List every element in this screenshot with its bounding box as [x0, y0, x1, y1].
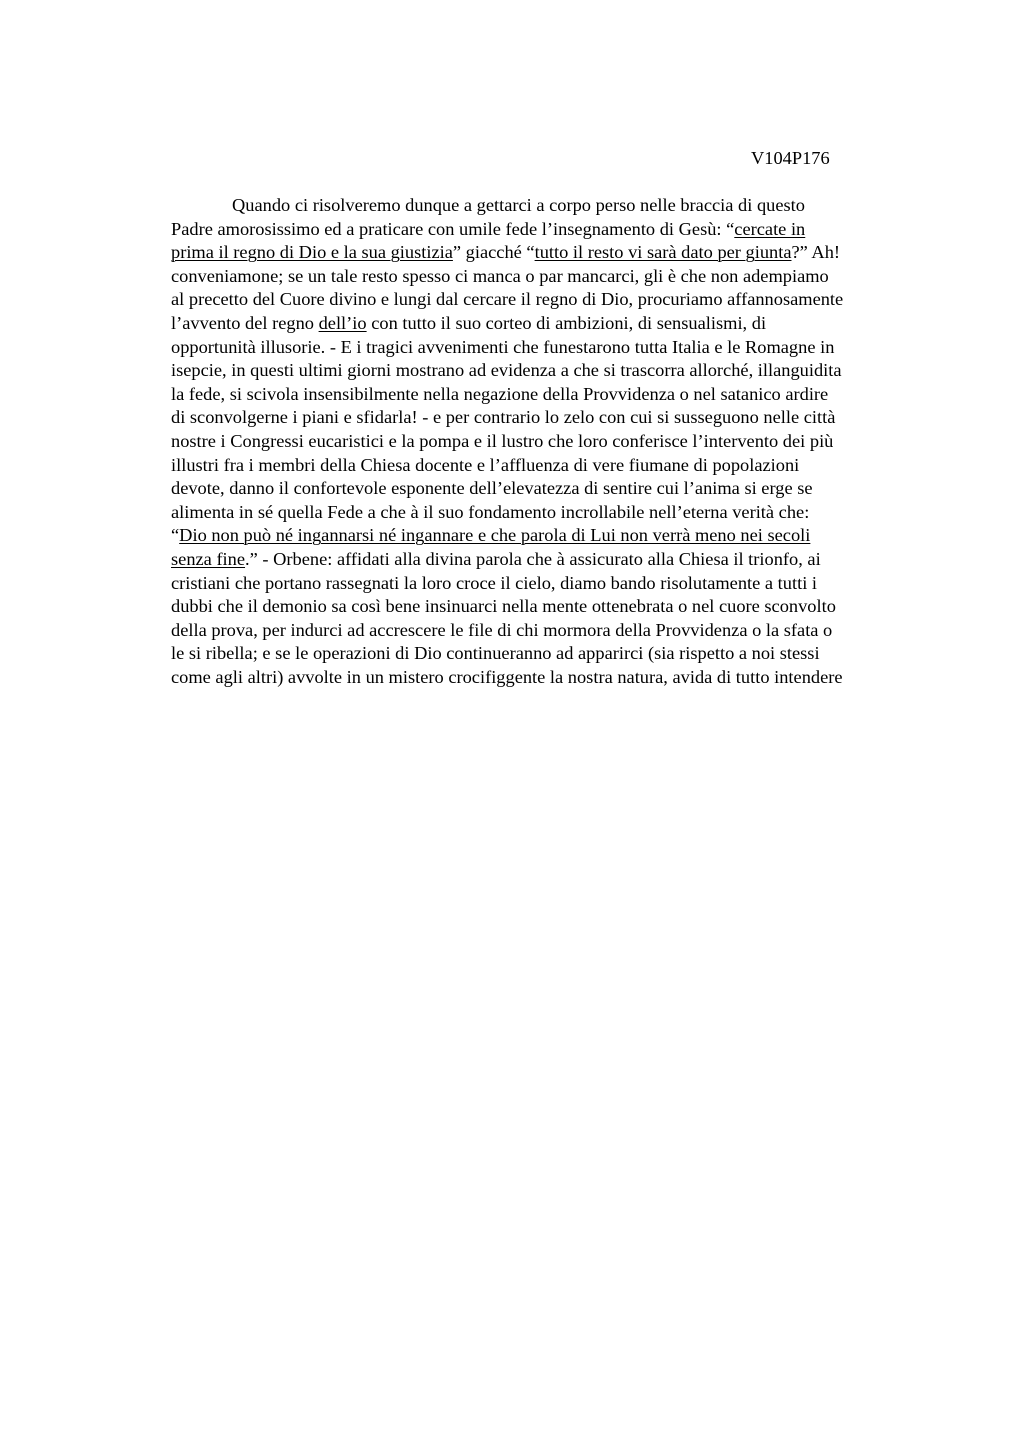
- text-segment: “: [171, 525, 180, 546]
- text-segment: al precetto del Cuore divino e lungi dal cercare il regno di Dio, procuriamo affannosamente: [171, 289, 844, 310]
- text-line: [171, 194, 931, 218]
- text-segment: Padre amorosissimo ed a praticare con umile fede l’insegnamento di Gesù: “: [171, 218, 735, 239]
- text-segment: ” giacché “: [452, 242, 535, 263]
- page-identifier: V104P176: [751, 148, 830, 168]
- text-line: [171, 572, 931, 596]
- text-segment: la fede, si scivola insensibilmente nella negazione della Provvidenza o nel satanico ardire: [171, 383, 829, 404]
- text-line: [171, 312, 931, 336]
- text-segment: Quando ci risolveremo dunque a gettarci a corpo perso nelle braccia di questo: [232, 195, 805, 215]
- text-line: [171, 241, 931, 265]
- text-segment: .” - Orbene: affidati alla divina parola che à assicurato alla Chiesa il trionfo, ai: [245, 548, 821, 569]
- text-line: [171, 383, 931, 407]
- underlined-text: tutto il resto vi sarà dato per giunta: [534, 242, 792, 263]
- text-line: [171, 406, 931, 430]
- text-line: [171, 454, 931, 478]
- text-segment: l’avvento del regno: [171, 312, 319, 333]
- text-segment: conveniamone; se un tale resto spesso ci manca o par mancarci, gli è che non adempiamo: [171, 265, 829, 286]
- text-segment: devote, danno il confortevole esponente dell’elevatezza di sentire cui l’anima si erge se: [171, 478, 813, 499]
- text-line: [171, 288, 931, 312]
- underlined-text: cercate in: [734, 218, 806, 239]
- text-segment: cristiani che portano rassegnati la loro croce il cielo, diamo bando risolutamente a tutti i: [171, 572, 818, 593]
- text-line: [171, 430, 931, 454]
- text-segment: alimenta in sé quella Fede a che à il suo fondamento incrollabile nell’eterna verità che:: [171, 501, 810, 522]
- text-line: [171, 501, 931, 525]
- text-line: [171, 524, 931, 548]
- underlined-text: Dio non può né ingannarsi né ingannare e che parola di Lui non verrà meno nei secoli: [179, 525, 811, 546]
- underlined-text: senza fine: [171, 548, 246, 569]
- text-segment: nostre i Congressi eucaristici e la pompa e il lustro che loro conferisce l’intervento dei più: [171, 430, 834, 451]
- text-segment: le si ribella; e se le operazioni di Dio continueranno ad apparirci (sia rispetto a noi stessi: [171, 643, 820, 664]
- text-line: [171, 477, 931, 501]
- text-segment: opportunità illusorie. - E i tragici avvenimenti che funestarono tutta Italia e le Romagne in: [171, 336, 835, 357]
- text-segment: come agli altri) avvolte in un mistero crocifiggente la nostra natura, avida di tutto intendere: [171, 666, 843, 687]
- text-line: [171, 336, 931, 360]
- text-segment: ?” Ah!: [791, 242, 841, 263]
- underlined-text: dell’io: [318, 312, 367, 333]
- text-line: [171, 595, 931, 619]
- text-line: [171, 359, 931, 383]
- text-segment: di sconvolgerne i piani e sfidarla! - e per contrario lo zelo con cui si susseguono nelle città: [171, 407, 836, 428]
- text-line: [171, 218, 931, 242]
- text-segment: illustri fra i membri della Chiesa docente e l’affluenza di vere fiumane di popolazioni: [171, 454, 800, 475]
- text-line: [171, 642, 931, 666]
- text-line: [171, 619, 931, 643]
- text-segment: della prova, per indurci ad accrescere le file di chi mormora della Provvidenza o la sfata o: [171, 619, 833, 640]
- body-paragraph: [171, 194, 931, 689]
- text-line: [171, 666, 931, 690]
- text-line: [171, 548, 931, 572]
- text-segment: dubbi che il demonio sa così bene insinuarci nella mente ottenebrata o nel cuore sconvolto: [171, 596, 836, 617]
- text-segment: isepcie, in questi ultimi giorni mostrano ad evidenza a che si trascorra allorché, illanguidita: [171, 360, 842, 381]
- text-segment: con tutto il suo corteo di ambizioni, di sensualismi, di: [366, 312, 767, 333]
- underlined-text: prima il regno di Dio e la sua giustizia: [171, 242, 453, 263]
- text-line: [171, 265, 931, 289]
